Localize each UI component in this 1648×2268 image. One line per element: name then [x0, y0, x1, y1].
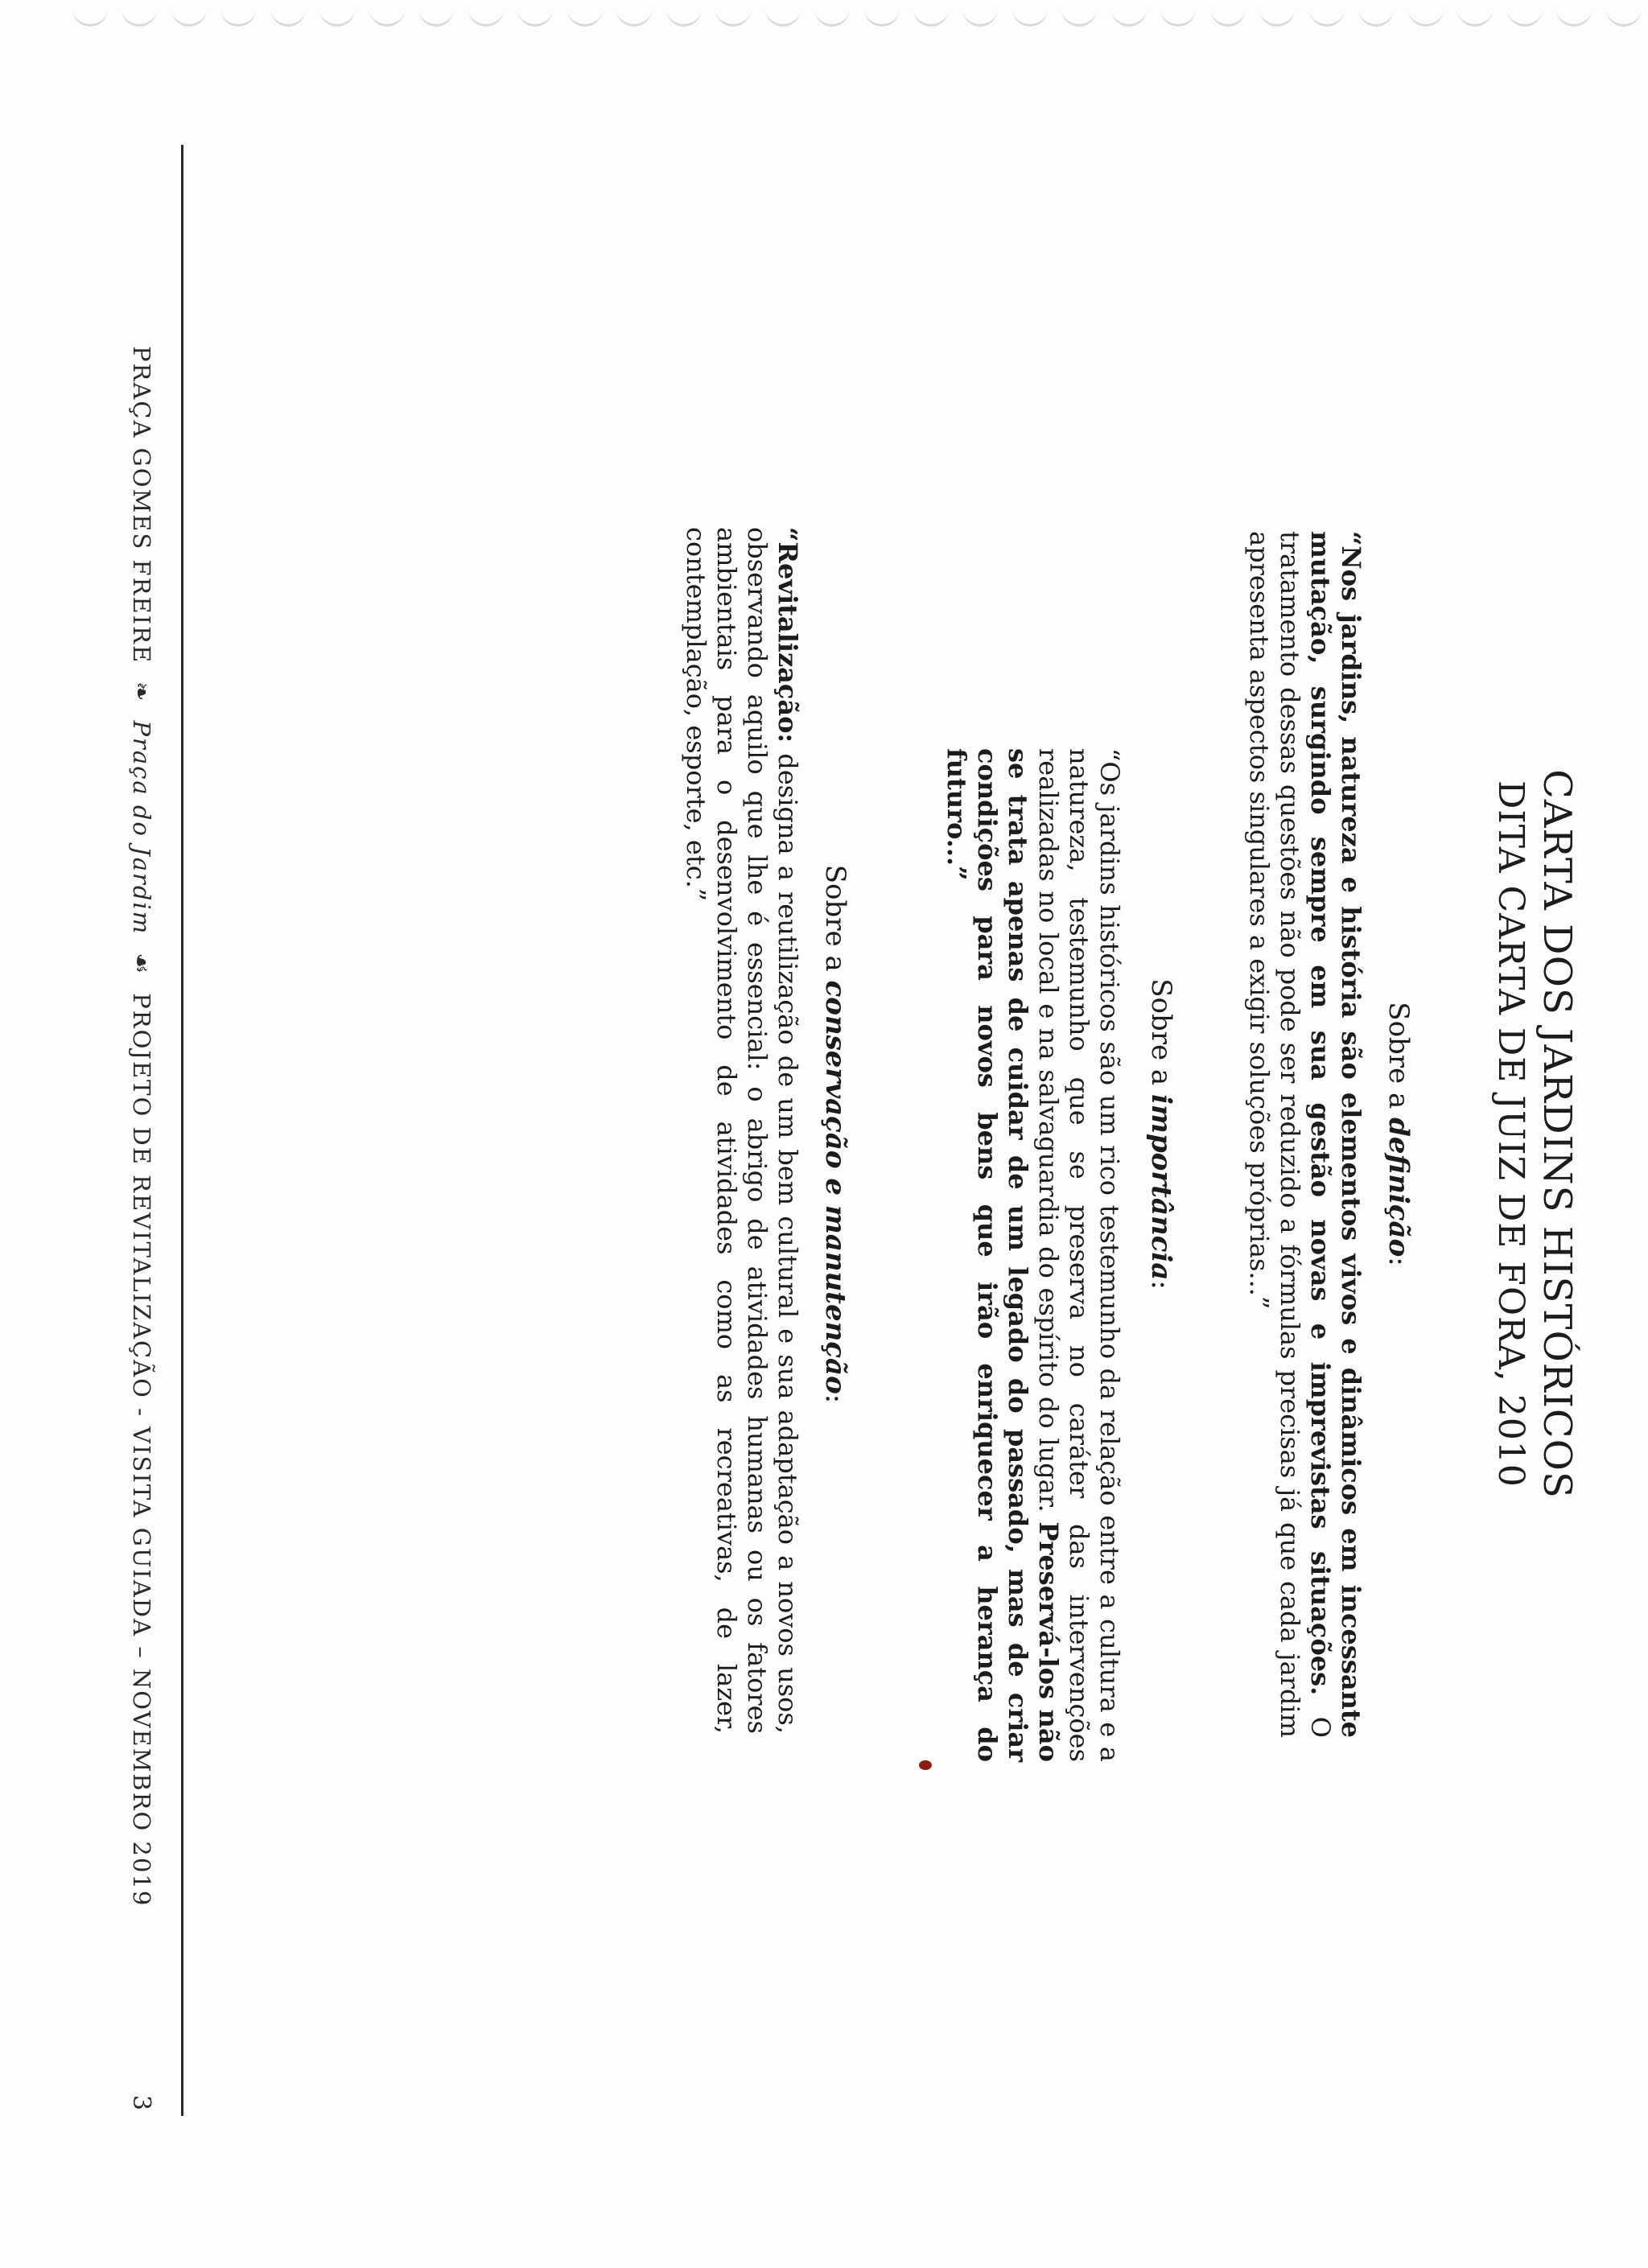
emphasis-text: Preservá-los não se trata apenas de cuidar de um legado do passado, mas de criar condições para novos bens que irão enriquecer a herança do futuro...”: [941, 748, 1064, 1763]
emphasis-text: “Revitalização:: [772, 527, 803, 743]
footer-right: PROJETO DE REVITALIZAÇÃO - VISITA GUIADA – NOVEMBRO 2019: [128, 993, 155, 1908]
section-text-conservacao: [681, 527, 803, 1734]
section-keyword: conservação e manutenção: [819, 980, 851, 1394]
emphasis-text: “Nos jardins, natureza e história são elementos vivos e dinâmicos em incessante mutação, surgindo sempre em sua gestão novas e imprevistas situações.: [1305, 531, 1366, 1738]
body-text: “Os jardins históricos são um rico testemunho da relação entre a cultura e a natureza, testemunho que se preserva no caráter das intervenções realizadas no local e na salvaguardia do espírito do lugar.: [1033, 748, 1125, 1762]
section-heading-definicao: Sobre a definição:: [1382, 1002, 1415, 1266]
ornament-icon: ❧: [128, 681, 155, 703]
footer-rule: [181, 145, 183, 2116]
ink-spot: [919, 1760, 932, 1770]
page-title: CARTA DOS JARDINS HISTÓRICOS: [1535, 769, 1580, 1499]
page-subtitle: DITA CARTA DE JUIZ DE FORA, 2010: [1490, 780, 1531, 1488]
section-keyword: definição: [1382, 1118, 1415, 1257]
section-text-importancia: [941, 748, 1125, 1762]
ornament-icon: ☙: [128, 953, 155, 976]
section-keyword: importância: [1145, 1093, 1177, 1281]
section-heading-conservacao: Sobre a conservação e manutenção:: [819, 864, 851, 1404]
page-footer: [128, 346, 155, 2116]
body-text: designa a reutilização de um bem cultural e sua adaptação a novos usos, observando aquilo que lhe é essencial: o abrigo de atividades humanas ou os fatores ambientais para o desenvolvimento de atividades como as recreativas, de lazer, contemplação, esporte, etc.”: [681, 527, 803, 1735]
section-heading-importancia: Sobre a importância:: [1145, 978, 1177, 1290]
footer-left: PRAÇA GOMES FREIRE: [128, 346, 155, 665]
body-text: O tratamento dessas questões não pode ser reduzido a fórmulas precisas já que cada jardim apresenta aspectos singulares a exigir soluções próprias...”: [1244, 531, 1336, 1739]
page-number: 3: [127, 2095, 155, 2111]
section-text-definicao: [1244, 531, 1366, 1738]
footer-middle: Praça do Jardim: [128, 720, 155, 936]
